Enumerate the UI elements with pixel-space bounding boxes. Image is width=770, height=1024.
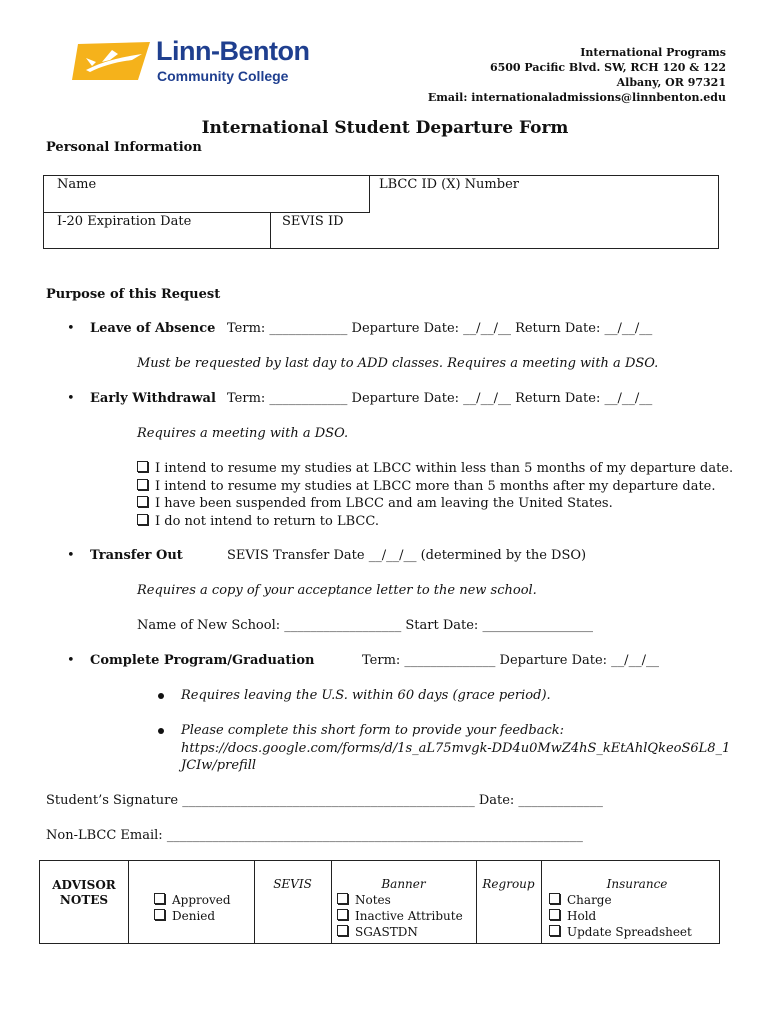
transfer-out-fields[interactable]: SEVIS Transfer Date __/__/__ (determined by the DSO): [227, 548, 587, 563]
table-divider: [254, 861, 255, 943]
withdrawal-option-label: I intend to resume my studies at LBCC more than 5 months after my departure date.: [155, 479, 716, 494]
sevis-id-field[interactable]: SEVIS ID: [282, 214, 344, 229]
name-field[interactable]: Name: [57, 177, 97, 192]
insurance-hold-option[interactable]: [549, 909, 596, 923]
advisor-notes-title: NOTES: [59, 893, 109, 907]
checkbox-icon[interactable]: [154, 893, 165, 904]
banner-column: Banner: [381, 877, 426, 891]
address-line-2: Albany, OR 97321: [616, 76, 726, 89]
early-withdrawal-note: Requires a meeting with a DSO.: [137, 426, 349, 441]
advisor-notes-title: ADVISOR: [52, 878, 116, 892]
checkbox-icon[interactable]: [137, 514, 148, 525]
checkbox-icon[interactable]: [137, 479, 148, 490]
checkbox-icon[interactable]: [154, 909, 165, 920]
transfer-out-note: Requires a copy of your acceptance letter to the new school.: [137, 583, 537, 598]
table-divider: [541, 861, 542, 943]
i20-expiration-field[interactable]: I-20 Expiration Date: [57, 214, 192, 229]
checkbox-icon[interactable]: [137, 461, 148, 472]
graduation-title: Complete Program/Graduation: [90, 653, 315, 668]
early-withdrawal-title: Early Withdrawal: [90, 391, 216, 406]
banner-option-label: SGASTDN: [355, 925, 418, 939]
checkbox-icon[interactable]: [137, 496, 148, 507]
leave-of-absence-note: Must be requested by last day to ADD classes. Requires a meeting with a DSO.: [137, 356, 659, 371]
checkbox-icon[interactable]: [549, 925, 560, 936]
non-lbcc-email-field[interactable]: Non-LBCC Email: ________________________________________________________________: [46, 828, 583, 843]
transfer-out-title: Transfer Out: [90, 548, 183, 563]
personal-info-table: [43, 175, 719, 249]
denied-option[interactable]: [154, 909, 215, 923]
logo-subtitle: Community College: [157, 68, 289, 84]
advisor-notes-table: [39, 860, 720, 944]
withdrawal-option-label: I intend to resume my studies at LBCC within less than 5 months of my departure date.: [155, 461, 734, 476]
college-logo-icon: [72, 40, 152, 82]
leave-of-absence-title: Leave of Absence: [90, 321, 216, 336]
checkbox-icon[interactable]: [337, 893, 348, 904]
checkbox-icon[interactable]: [337, 925, 348, 936]
insurance-column: Insurance: [606, 877, 668, 891]
withdrawal-option[interactable]: [137, 461, 733, 476]
new-school-fields[interactable]: Name of New School: __________________ Start Date: _________________: [137, 618, 593, 633]
table-divider: [44, 212, 369, 213]
feedback-note: Please complete this short form to provide your feedback:: [181, 723, 565, 738]
personal-info-heading: Personal Information: [46, 140, 202, 155]
feedback-link-end[interactable]: JCIw/prefill: [181, 758, 257, 773]
purpose-heading: Purpose of this Request: [46, 287, 221, 302]
insurance-spreadsheet-option[interactable]: [549, 925, 692, 939]
table-divider: [270, 212, 271, 249]
insurance-option-label: Charge: [567, 893, 612, 907]
withdrawal-option[interactable]: [137, 496, 613, 511]
regroup-column: Regroup: [482, 877, 535, 891]
checkbox-icon[interactable]: [337, 909, 348, 920]
sevis-column: SEVIS: [273, 877, 312, 891]
contact-email: Email: internationaladmissions@linnbenton.edu: [427, 91, 726, 104]
withdrawal-option-label: I have been suspended from LBCC and am leaving the United States.: [155, 496, 613, 511]
withdrawal-option[interactable]: [137, 514, 379, 529]
checkbox-icon[interactable]: [549, 909, 560, 920]
insurance-option-label: Hold: [567, 909, 597, 923]
bullet: •: [67, 548, 75, 563]
table-divider: [331, 861, 332, 943]
logo-name: Linn-Benton: [156, 36, 310, 66]
graduation-note: Requires leaving the U.S. within 60 days (grace period).: [181, 688, 551, 703]
page-title: International Student Departure Form: [201, 118, 569, 138]
leave-of-absence-fields[interactable]: Term: ____________ Departure Date: __/__/__ Return Date: __/__/__: [227, 321, 653, 336]
table-divider: [369, 176, 370, 213]
table-divider: [128, 861, 129, 943]
table-divider: [476, 861, 477, 943]
banner-option-label: Inactive Attribute: [355, 909, 463, 923]
insurance-option-label: Update Spreadsheet: [567, 925, 692, 939]
graduation-fields[interactable]: Term: ______________ Departure Date: __/__/__: [362, 653, 659, 668]
approved-option[interactable]: [154, 893, 231, 907]
lbcc-id-field[interactable]: LBCC ID (X) Number: [379, 177, 519, 192]
withdrawal-option-label: I do not intend to return to LBCC.: [155, 514, 379, 529]
signature-date-fields[interactable]: Student’s Signature _____________________________________________ Date: _____________: [46, 793, 603, 808]
address-line-1: 6500 Pacific Blvd. SW, RCH 120 & 122: [489, 61, 726, 74]
office-name: International Programs: [580, 46, 726, 59]
bullet-dot-icon: [158, 728, 164, 734]
bullet: •: [67, 321, 75, 336]
banner-notes-option[interactable]: [337, 893, 391, 907]
checkbox-icon[interactable]: [549, 893, 560, 904]
early-withdrawal-fields[interactable]: Term: ____________ Departure Date: __/__/__ Return Date: __/__/__: [227, 391, 653, 406]
insurance-charge-option[interactable]: [549, 893, 612, 907]
banner-sgastdn-option[interactable]: [337, 925, 418, 939]
bullet-dot-icon: [158, 693, 164, 699]
banner-inactive-option[interactable]: [337, 909, 463, 923]
banner-option-label: Notes: [355, 893, 391, 907]
header-address: [428, 45, 726, 105]
feedback-link[interactable]: https://docs.google.com/forms/d/1s_aL75mvgk-DD4u0MwZ4hS_kEtAhlQkeoS6L8_1: [181, 741, 731, 756]
approved-label: Approved: [172, 893, 231, 907]
denied-label: Denied: [172, 909, 216, 923]
bullet: •: [67, 653, 75, 668]
bullet: •: [67, 391, 75, 406]
withdrawal-option[interactable]: [137, 479, 716, 494]
